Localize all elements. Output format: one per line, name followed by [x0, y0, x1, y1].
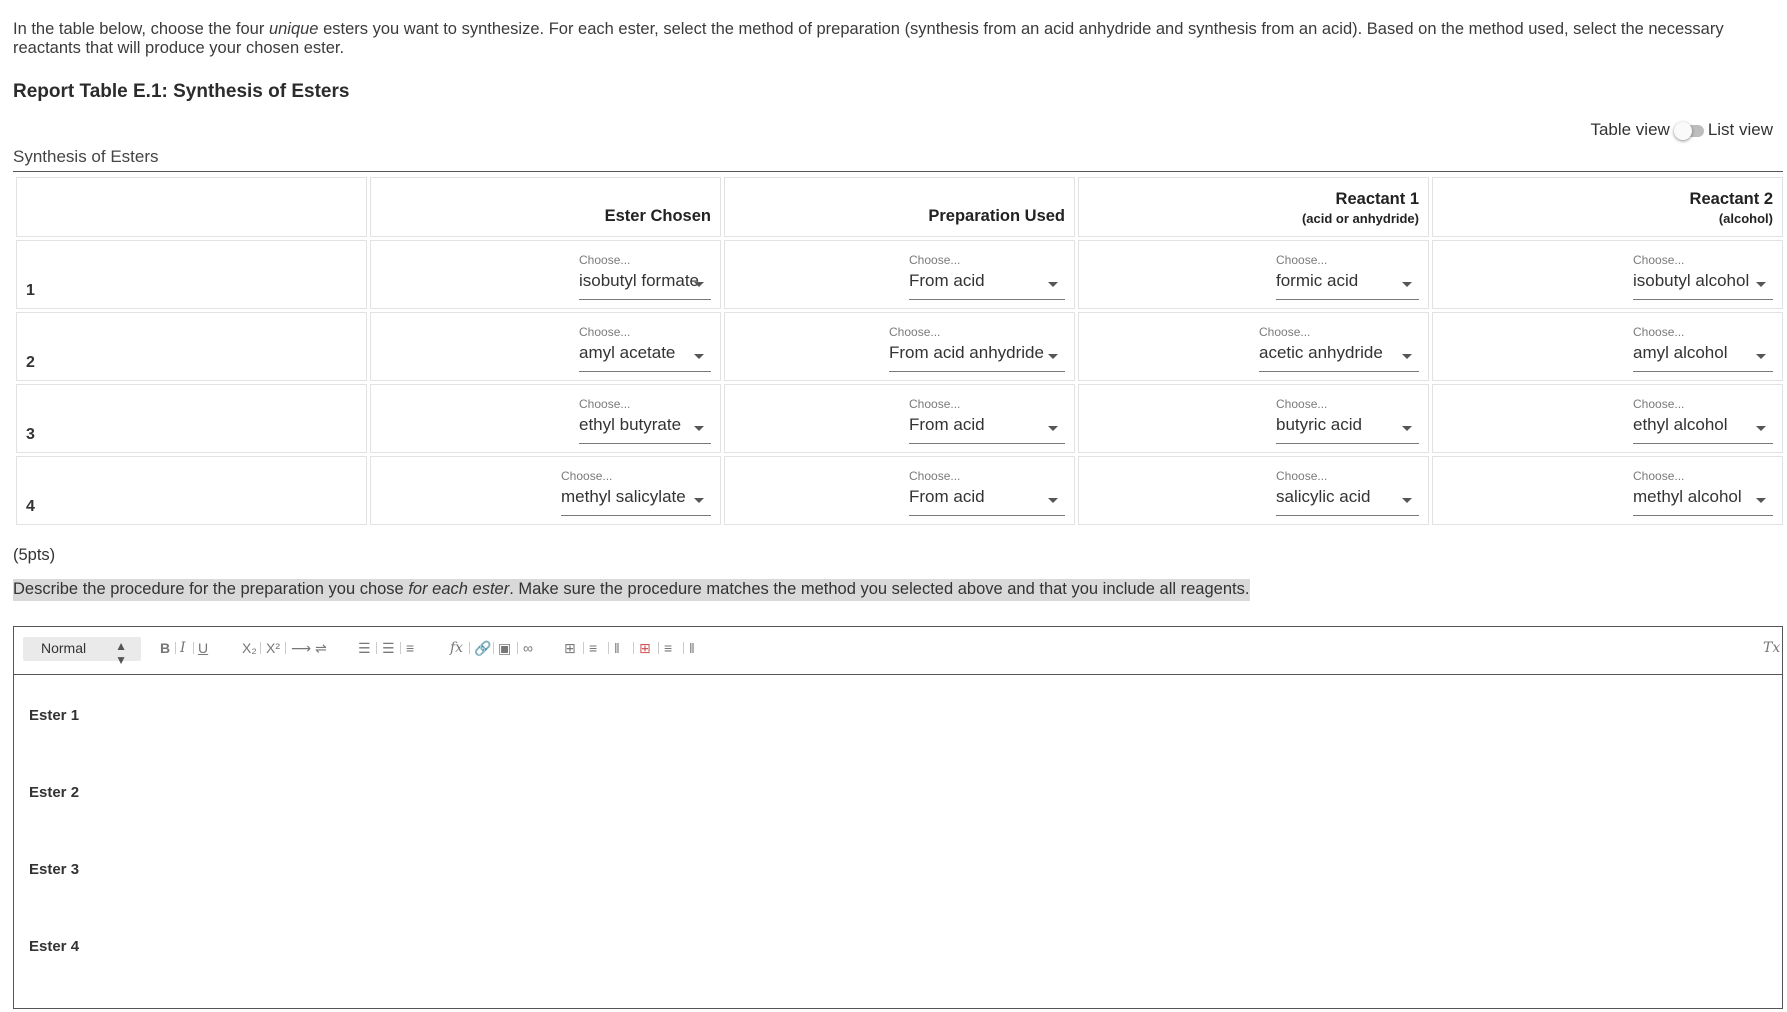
chevron-down-icon	[1048, 498, 1058, 503]
chevron-down-icon	[694, 498, 704, 503]
row-number: 3	[16, 384, 367, 453]
superscript-button[interactable]: X²	[266, 640, 280, 656]
chevron-down-icon	[1402, 498, 1412, 503]
view-switch[interactable]	[1674, 122, 1704, 138]
formula-icon[interactable]: fx	[450, 640, 464, 656]
caption-divider	[13, 171, 1783, 172]
delete-row-icon[interactable]: ≡	[664, 640, 673, 656]
row-number: 1	[16, 240, 367, 309]
procedure-instruction: Describe the procedure for the preparation you chose for each ester. Make sure the procedure matches the method you selected above and that you include all reagents.	[13, 579, 1250, 601]
chevron-down-icon	[1402, 354, 1412, 359]
delete-table-icon[interactable]: ⊞	[639, 640, 651, 656]
image-icon[interactable]: ▣	[498, 640, 512, 656]
bullet-list-icon[interactable]: ☰	[382, 640, 395, 656]
header-row-label	[16, 177, 367, 237]
chevron-down-icon	[694, 282, 704, 287]
reactant-2-select[interactable]: Choose... isobutyl alcohol	[1633, 253, 1773, 300]
table-row	[16, 240, 1783, 309]
reaction-arrow-icon[interactable]: ⟶	[291, 640, 312, 656]
bold-button[interactable]: B	[160, 640, 171, 656]
reactant-1-select[interactable]: Choose... butyric acid	[1276, 397, 1419, 444]
chevron-down-icon	[1048, 426, 1058, 431]
table-row	[16, 312, 1783, 381]
row-number: 4	[16, 456, 367, 525]
underline-button[interactable]: U	[198, 640, 209, 656]
preparation-select[interactable]: Choose... From acid anhydride	[889, 325, 1065, 372]
ester-chosen-select[interactable]: Choose... methyl salicylate	[561, 469, 711, 516]
chevron-down-icon	[1756, 354, 1766, 359]
chevron-down-icon	[694, 426, 704, 431]
insert-column-icon[interactable]: ‖	[614, 640, 620, 656]
report-title: Report Table E.1: Synthesis of Esters	[13, 81, 350, 102]
table-row	[16, 384, 1783, 453]
align-left-icon[interactable]: ≡	[406, 640, 415, 656]
ester-2-heading: Ester 2	[29, 784, 80, 801]
reactant-1-select[interactable]: Choose... salicylic acid	[1276, 469, 1419, 516]
chevron-down-icon	[694, 354, 704, 359]
chevron-down-icon	[1756, 282, 1766, 287]
ester-3-heading: Ester 3	[29, 861, 80, 878]
reactant-1-select[interactable]: Choose... acetic anhydride	[1259, 325, 1419, 372]
chevron-down-icon	[1756, 426, 1766, 431]
ester-chosen-select[interactable]: Choose... ethyl butyrate	[579, 397, 711, 444]
row-number: 2	[16, 312, 367, 381]
attachment-icon[interactable]: ∞	[523, 640, 533, 656]
header-preparation-used: Preparation Used	[724, 177, 1075, 237]
chevron-down-icon	[1756, 498, 1766, 503]
table-caption: Synthesis of Esters	[13, 147, 159, 166]
reactant-1-select[interactable]: Choose... formic acid	[1276, 253, 1419, 300]
header-reactant-1: Reactant 1 (acid or anhydride)	[1078, 177, 1429, 237]
table-view-label: Table view	[1590, 120, 1670, 139]
chevron-down-icon	[1048, 354, 1058, 359]
insert-row-icon[interactable]: ≡	[589, 640, 598, 656]
esters-table	[13, 174, 1786, 528]
up-down-icon: ▲ ▼	[115, 639, 127, 667]
header-ester-chosen: Ester Chosen	[370, 177, 721, 237]
insert-table-icon[interactable]: ⊞	[564, 640, 576, 656]
view-toggle	[1590, 120, 1773, 140]
table-row	[16, 456, 1783, 525]
preparation-select[interactable]: Choose... From acid	[909, 469, 1065, 516]
reactant-2-select[interactable]: Choose... ethyl alcohol	[1633, 397, 1773, 444]
rich-text-editor	[13, 626, 1783, 1009]
italic-button[interactable]: I	[180, 640, 186, 656]
subscript-button[interactable]: X₂	[242, 640, 257, 656]
link-icon[interactable]: 🔗	[474, 640, 492, 656]
delete-column-icon[interactable]: ‖	[689, 640, 695, 656]
table-header-row	[16, 177, 1783, 237]
ordered-list-icon[interactable]: ☰	[358, 640, 371, 656]
chevron-down-icon	[1048, 282, 1058, 287]
editor-content[interactable]	[14, 675, 1782, 955]
ester-4-heading: Ester 4	[29, 938, 80, 955]
chevron-down-icon	[1402, 282, 1412, 287]
editor-toolbar	[14, 627, 1782, 675]
preparation-select[interactable]: Choose... From acid	[909, 397, 1065, 444]
list-view-label: List view	[1707, 120, 1773, 139]
reactant-2-select[interactable]: Choose... amyl alcohol	[1633, 325, 1773, 372]
points-label: (5pts)	[13, 546, 56, 564]
paragraph-format-select[interactable]: Normal ▲ ▼	[23, 637, 141, 661]
clear-format-button[interactable]: Tx	[1763, 640, 1781, 656]
ester-chosen-select[interactable]: Choose... isobutyl formate	[579, 253, 711, 300]
reactant-2-select[interactable]: Choose... methyl alcohol	[1633, 469, 1773, 516]
equilibrium-arrow-icon[interactable]: ⇌	[315, 640, 327, 656]
ester-1-heading: Ester 1	[29, 707, 80, 724]
preparation-select[interactable]: Choose... From acid	[909, 253, 1065, 300]
instructions-text: In the table below, choose the four unique esters you want to synthesize. For each ester, select the method of preparation (synthesis from an acid anhydride and synthesis from an acid). Based on the method used, select the necessary reactants that will produce your chosen ester.	[13, 20, 1724, 57]
header-reactant-2: Reactant 2 (alcohol)	[1432, 177, 1783, 237]
ester-chosen-select[interactable]: Choose... amyl acetate	[579, 325, 711, 372]
chevron-down-icon	[1402, 426, 1412, 431]
